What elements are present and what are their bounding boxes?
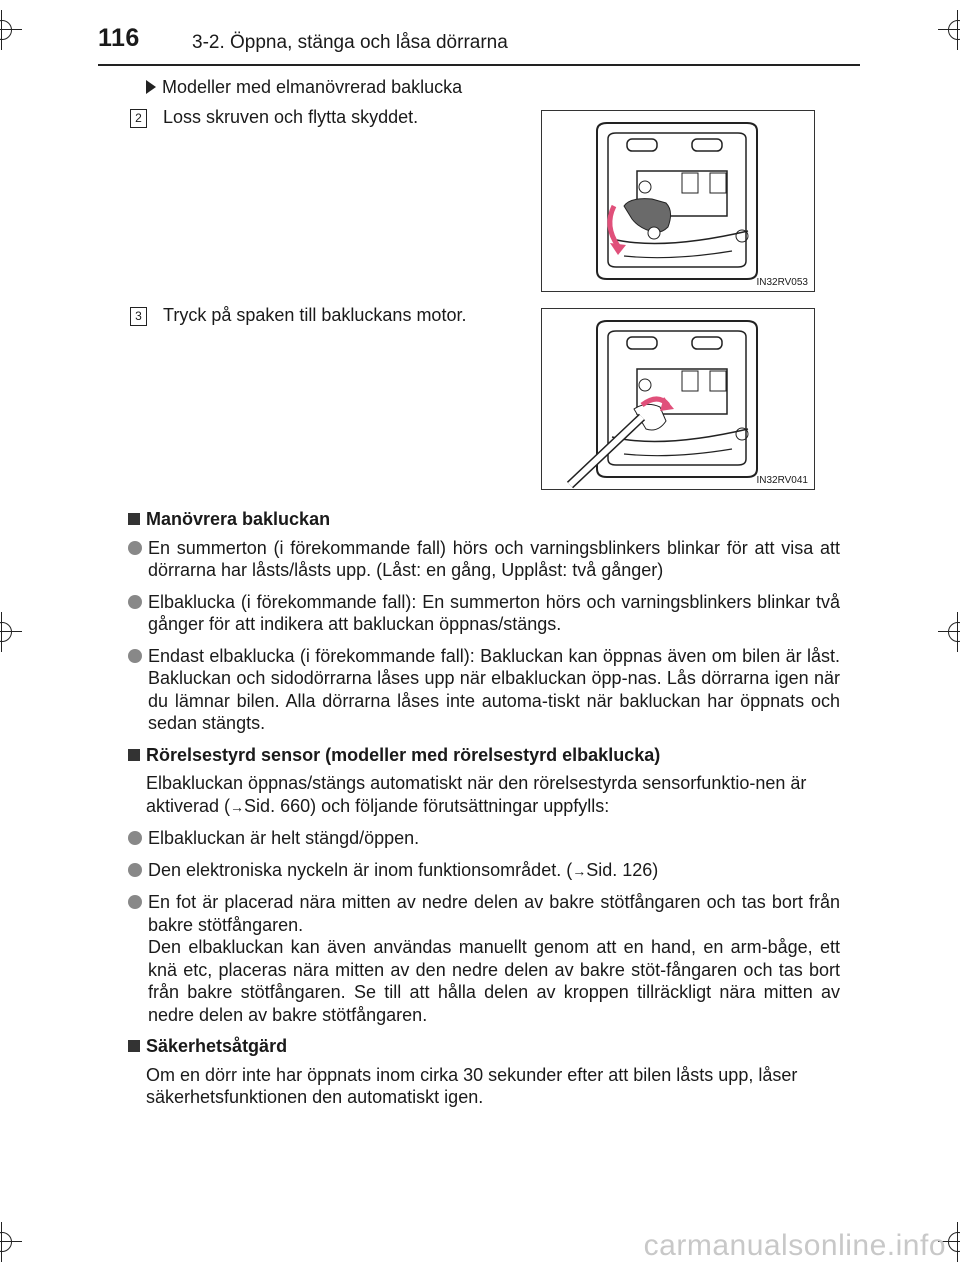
square-icon xyxy=(128,749,140,761)
list-item: En fot är placerad nära mitten av nedre delen av bakre stötfångaren och tas bort från bakre stötfångaren. Den elbakluckan kan även användas manuellt genom att en hand, en arm-båge, ett knä etc, placeras nära mitten av den nedre delen av bakre stöt-fångaren och tas bort från bakre stötfångaren. Se till att hålla delen av kroppen tillräckligt nära mitten av nedre delen av bakre stötfångaren. xyxy=(128,891,840,1026)
bullet-dot-icon xyxy=(128,895,142,909)
square-icon xyxy=(128,1040,140,1052)
model-subheading xyxy=(146,77,462,98)
bullet-dot-icon xyxy=(128,863,142,877)
bullet-dot-icon xyxy=(128,595,142,609)
square-icon xyxy=(128,513,140,525)
triangle-right-icon xyxy=(146,80,156,94)
section-heading-sensor: Rörelsestyrd sensor (modeller med rörelsestyrd elbaklucka) xyxy=(128,744,840,767)
bullet-dot-icon xyxy=(128,831,142,845)
step-text: Loss skruven och flytta skyddet. xyxy=(163,107,419,127)
header-divider xyxy=(98,64,860,66)
list-item: En summerton (i förekommande fall) hörs och varningsblinkers blinkar för att visa att dörrarna har låsts/låsts upp. (Låst: en gång, Upplåst: två gånger) xyxy=(128,537,840,582)
crosshair-icon xyxy=(0,1222,22,1262)
main-content xyxy=(128,508,840,1118)
section-title: 3-2. Öppna, stänga och låsa dörrarna xyxy=(192,32,508,53)
step-text: Tryck på spaken till bakluckans motor. xyxy=(163,305,467,325)
figure-code: IN32RV053 xyxy=(756,277,808,288)
tailgate-cover-illustration xyxy=(542,111,814,291)
page-reference-link[interactable]: Sid. 660 xyxy=(244,795,311,816)
step-number-badge: 2 xyxy=(130,109,147,128)
bullet-dot-icon xyxy=(128,541,142,555)
arrow-right-icon: → xyxy=(572,862,587,879)
section-heading-safety: Säkerhetsåtgärd xyxy=(128,1035,840,1058)
figure-code: IN32RV041 xyxy=(756,475,808,486)
page-number: 116 xyxy=(98,24,140,52)
list-item: Den elektroniska nyckeln är inom funktionsområdet. (→Sid. 126) xyxy=(128,859,840,883)
bullet-dot-icon xyxy=(128,649,142,663)
watermark: carmanualsonline.info xyxy=(643,1229,946,1262)
illustration-remove-cover xyxy=(541,110,815,292)
crosshair-icon xyxy=(938,612,960,652)
subheading-label: Modeller med elmanövrerad baklucka xyxy=(162,77,463,97)
list-item: Elbakluckan är helt stängd/öppen. xyxy=(128,827,840,850)
arrow-right-icon: → xyxy=(230,798,245,815)
sensor-intro: Elbakluckan öppnas/stängs automatiskt när den rörelsestyrda sensorfunktio-nen är aktiverad (→Sid. 660) och följande förutsättningar uppfylls: xyxy=(146,773,807,816)
crosshair-icon xyxy=(0,10,22,50)
tailgate-lever-illustration xyxy=(542,309,814,489)
illustration-press-lever xyxy=(541,308,815,490)
crosshair-icon xyxy=(938,10,960,50)
section-heading-operate: Manövrera bakluckan xyxy=(128,508,840,531)
list-item: Elbaklucka (i förekommande fall): En summerton hörs och varningsblinkers blinkar två gånger för att indikera att bakluckan öppnas/stängs. xyxy=(128,591,840,636)
page-header xyxy=(98,24,858,64)
step-number-badge: 3 xyxy=(130,307,147,326)
list-item: Endast elbaklucka (i förekommande fall): Bakluckan kan öppnas även om bilen är låst. Bakluckan och sidodörrarna låses upp när elbakluckan öpp-nas. Lås dörrarna igen när du lämnar bilen. Alla dörrarna låses inte automa-tiskt när bakluckan har öppnats och sedan stängts. xyxy=(128,645,840,735)
crosshair-icon xyxy=(0,612,22,652)
page-reference-link[interactable]: Sid. 126 xyxy=(586,859,653,880)
safety-text: Om en dörr inte har öppnats inom cirka 30 sekunder efter att bilen låsts upp, låser säkerhetsfunktionen den automatiskt igen. xyxy=(146,1064,798,1107)
